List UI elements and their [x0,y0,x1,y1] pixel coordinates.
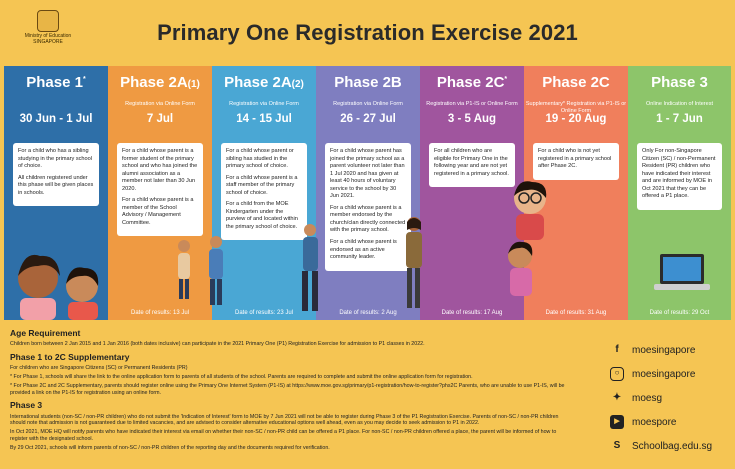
phase-item: All children registered under this phase will be given places in schools. [18,174,94,196]
phase-item: Only For non-Singapore Citizen (SC) / non-Permanent Resident (PR) children who have indicated their interest and are informed by MOE in Oct 2021 that they can be offered a P1 place. [642,148,716,200]
phase-sup: (2) [291,79,304,90]
phase-sup: * [504,76,508,83]
phase-card [325,143,411,271]
social-label: moesingapore [632,368,696,380]
phase-item: For a child whose parent has joined the primary school as a parent volunteer not later than 1 Jul 2020 and has given at least 40 hours of voluntary service to the school by 30 Jun 2021. [330,148,405,200]
supp-heading: Phase 1 to 2C Supplementary [10,351,130,362]
phase-date: 14 - 15 Jul [236,113,292,125]
phase-card [533,143,619,180]
social-label: moesingapore [632,344,696,356]
social-link-facebook[interactable] [610,338,730,362]
phase3-heading: Phase 3 [10,400,43,411]
phase-item: For a child who is not yet registered in a primary school after Phase 2C. [538,148,612,170]
phase-date: 1 - 7 Jun [656,113,703,125]
phase-title: Phase 3 [651,74,708,91]
social-link-youtube[interactable] [610,410,730,434]
phase-card [637,143,722,210]
phase-sup: (1) [187,79,200,90]
social-label: moespore [632,416,677,428]
phase-result-date: Date of results: 23 Jul [234,310,294,316]
phase-sup: * [82,76,86,83]
phase-title: Phase 2C [436,74,505,91]
page-title: Primary One Registration Exercise 2021 [157,20,578,45]
age-text: Children born between 2 Jan 2015 and 1 Jan 2016 (both dates inclusive) can participate in the 2021 Primary One (P1) Registration Exercise for admission to P1 classes in 2022. [10,341,425,348]
phase-item: For a child from the MOE Kindergarten under the purview of and located within the primary school of choice. [226,201,298,230]
social-link-schoolbag[interactable] [610,434,730,458]
phase-date: 3 - 5 Aug [447,113,497,125]
phase-result-date: Date of results: 31 Aug [545,310,607,316]
phase-item: For a child whose parent or sibling has studied in the primary school of choice. [226,148,294,170]
ministry-name: Ministry of Education SINGAPORE [24,33,72,45]
phase-subtitle: Online Indication of Interest [646,101,713,107]
phase-item: For a child whose parent is endorsed as an active community leader. [330,239,397,261]
phase-title: Phase 1 [26,74,83,91]
instagram-icon: ○ [610,367,624,381]
phase-item: For a child whose parent is a staff member of the primary school of choice. [226,174,298,196]
phase-item: For a child whose parent is a member endorsed by the church/clan directly connected with the primary school. [330,204,406,234]
phase-subtitle: Registration via P1-IS or Online Form [426,101,518,107]
phase-result-date: Date of results: 17 Aug [441,310,503,316]
parent-illustration-icon [296,222,326,318]
phases-timeline [4,66,731,320]
phase-item: For a child whose parent is a former student of the primary school and who has joined the alumni association as a member not later than 30 Jun 2020. [122,148,198,192]
supp-note: * For Phase 2C and 2C Supplementary, parents should register online using the Primary One Internet System (P1-IS) at https://www.moe.gov.sg/primary/p1-registration/how-to-register?phs2C Parents, who are unable to use P1-IS, will be provided a link on the P1-IS for registration using an online form. [10,382,565,396]
phase3-note: International students (non-SC / non-PR children) who do not submit the 'Indication of Interest' form to MOE by 7 Jun 2021 will not be able to register during Phase 3 of the P1 Registration Exercise. Parents of non-SC / non-PR children should note that admission is not guaranteed due to limited vacancies, and are advised to consider alternative educational options well ahead, even as you may decide to seek admission to P1 in 2022. [10,413,559,427]
phase-result-date: Date of results: 13 Jul [130,310,190,316]
phase-title: Phase 2A [120,74,188,91]
twitter-icon: ✦ [612,392,622,403]
social-links [610,338,730,458]
social-label: Schoolbag.edu.sg [632,440,713,452]
schoolbag-icon: S [613,440,621,451]
social-label: moesg [632,392,663,404]
phase3-note: In Oct 2021, MOE HQ will notify parents who have indicated their interest via email on whether their non-SC / non-PR child can be offered a P1 place. For non-SC / non-PR children offered a place, the parent will be informed of how to register with the designated school. [10,429,557,443]
phase-title: Phase 2C [542,74,610,91]
phase-subtitle: Registration via Online Form [125,101,195,107]
phase-subtitle [4,101,108,112]
supp-note: * For Phase 1, schools will share the link to the online application form to parents of all students of the school. Parents are required to complete and submit the online application form for registration. [10,373,473,380]
laptop-illustration-icon [654,252,710,296]
phase3-note: By 29 Oct 2021, schools will inform parents of non-SC / non-PR children of the reporting day and the documents required for verification. [10,445,330,452]
phase-subtitle: Registration via Online Form [229,101,299,107]
phase-card [117,143,203,236]
phase-item: For a child whose parent is a member of the School Advisory / Management Committee. [122,197,194,226]
age-heading: Age Requirement [10,328,81,338]
child-illustration-icon [10,242,110,320]
phase-title: Phase 2A [224,74,292,91]
supp-intro: For children who are Singapore Citizens (SC) or Permanent Residents (PR) [10,364,188,371]
phase-subtitle: Registration via Online Form [333,101,403,107]
family-illustration-icon [170,236,240,316]
phase-card [221,143,307,240]
phase-date: 19 - 20 Aug [545,113,607,125]
phase-date: 7 Jul [146,113,174,125]
phase-item: For all children who are eligible for Primary One in the following year and are not yet registered in a primary school. [434,148,509,177]
social-link-instagram[interactable] [610,362,730,386]
facebook-icon: f [615,344,619,355]
phase-subtitle: Supplementary* Registration via P1-IS or Online Form [525,101,627,114]
phase-title: Phase 2B [334,74,402,91]
phase-date: 26 - 27 Jul [340,113,396,125]
kids-illustration-icon [500,176,560,298]
social-link-twitter[interactable] [610,386,730,410]
phase-result-date: Date of results: 29 Oct [649,310,710,316]
phase-date: 30 Jun - 1 Jul [19,113,93,125]
phase-item: For a child who has a sibling studying in the primary school of choice. [18,148,92,170]
youtube-icon: ▶ [610,415,624,429]
notes-section [10,324,565,454]
phase-result-date: Date of results: 2 Aug [339,310,397,316]
volunteer-illustration-icon [400,216,430,316]
phase-card [13,143,99,206]
